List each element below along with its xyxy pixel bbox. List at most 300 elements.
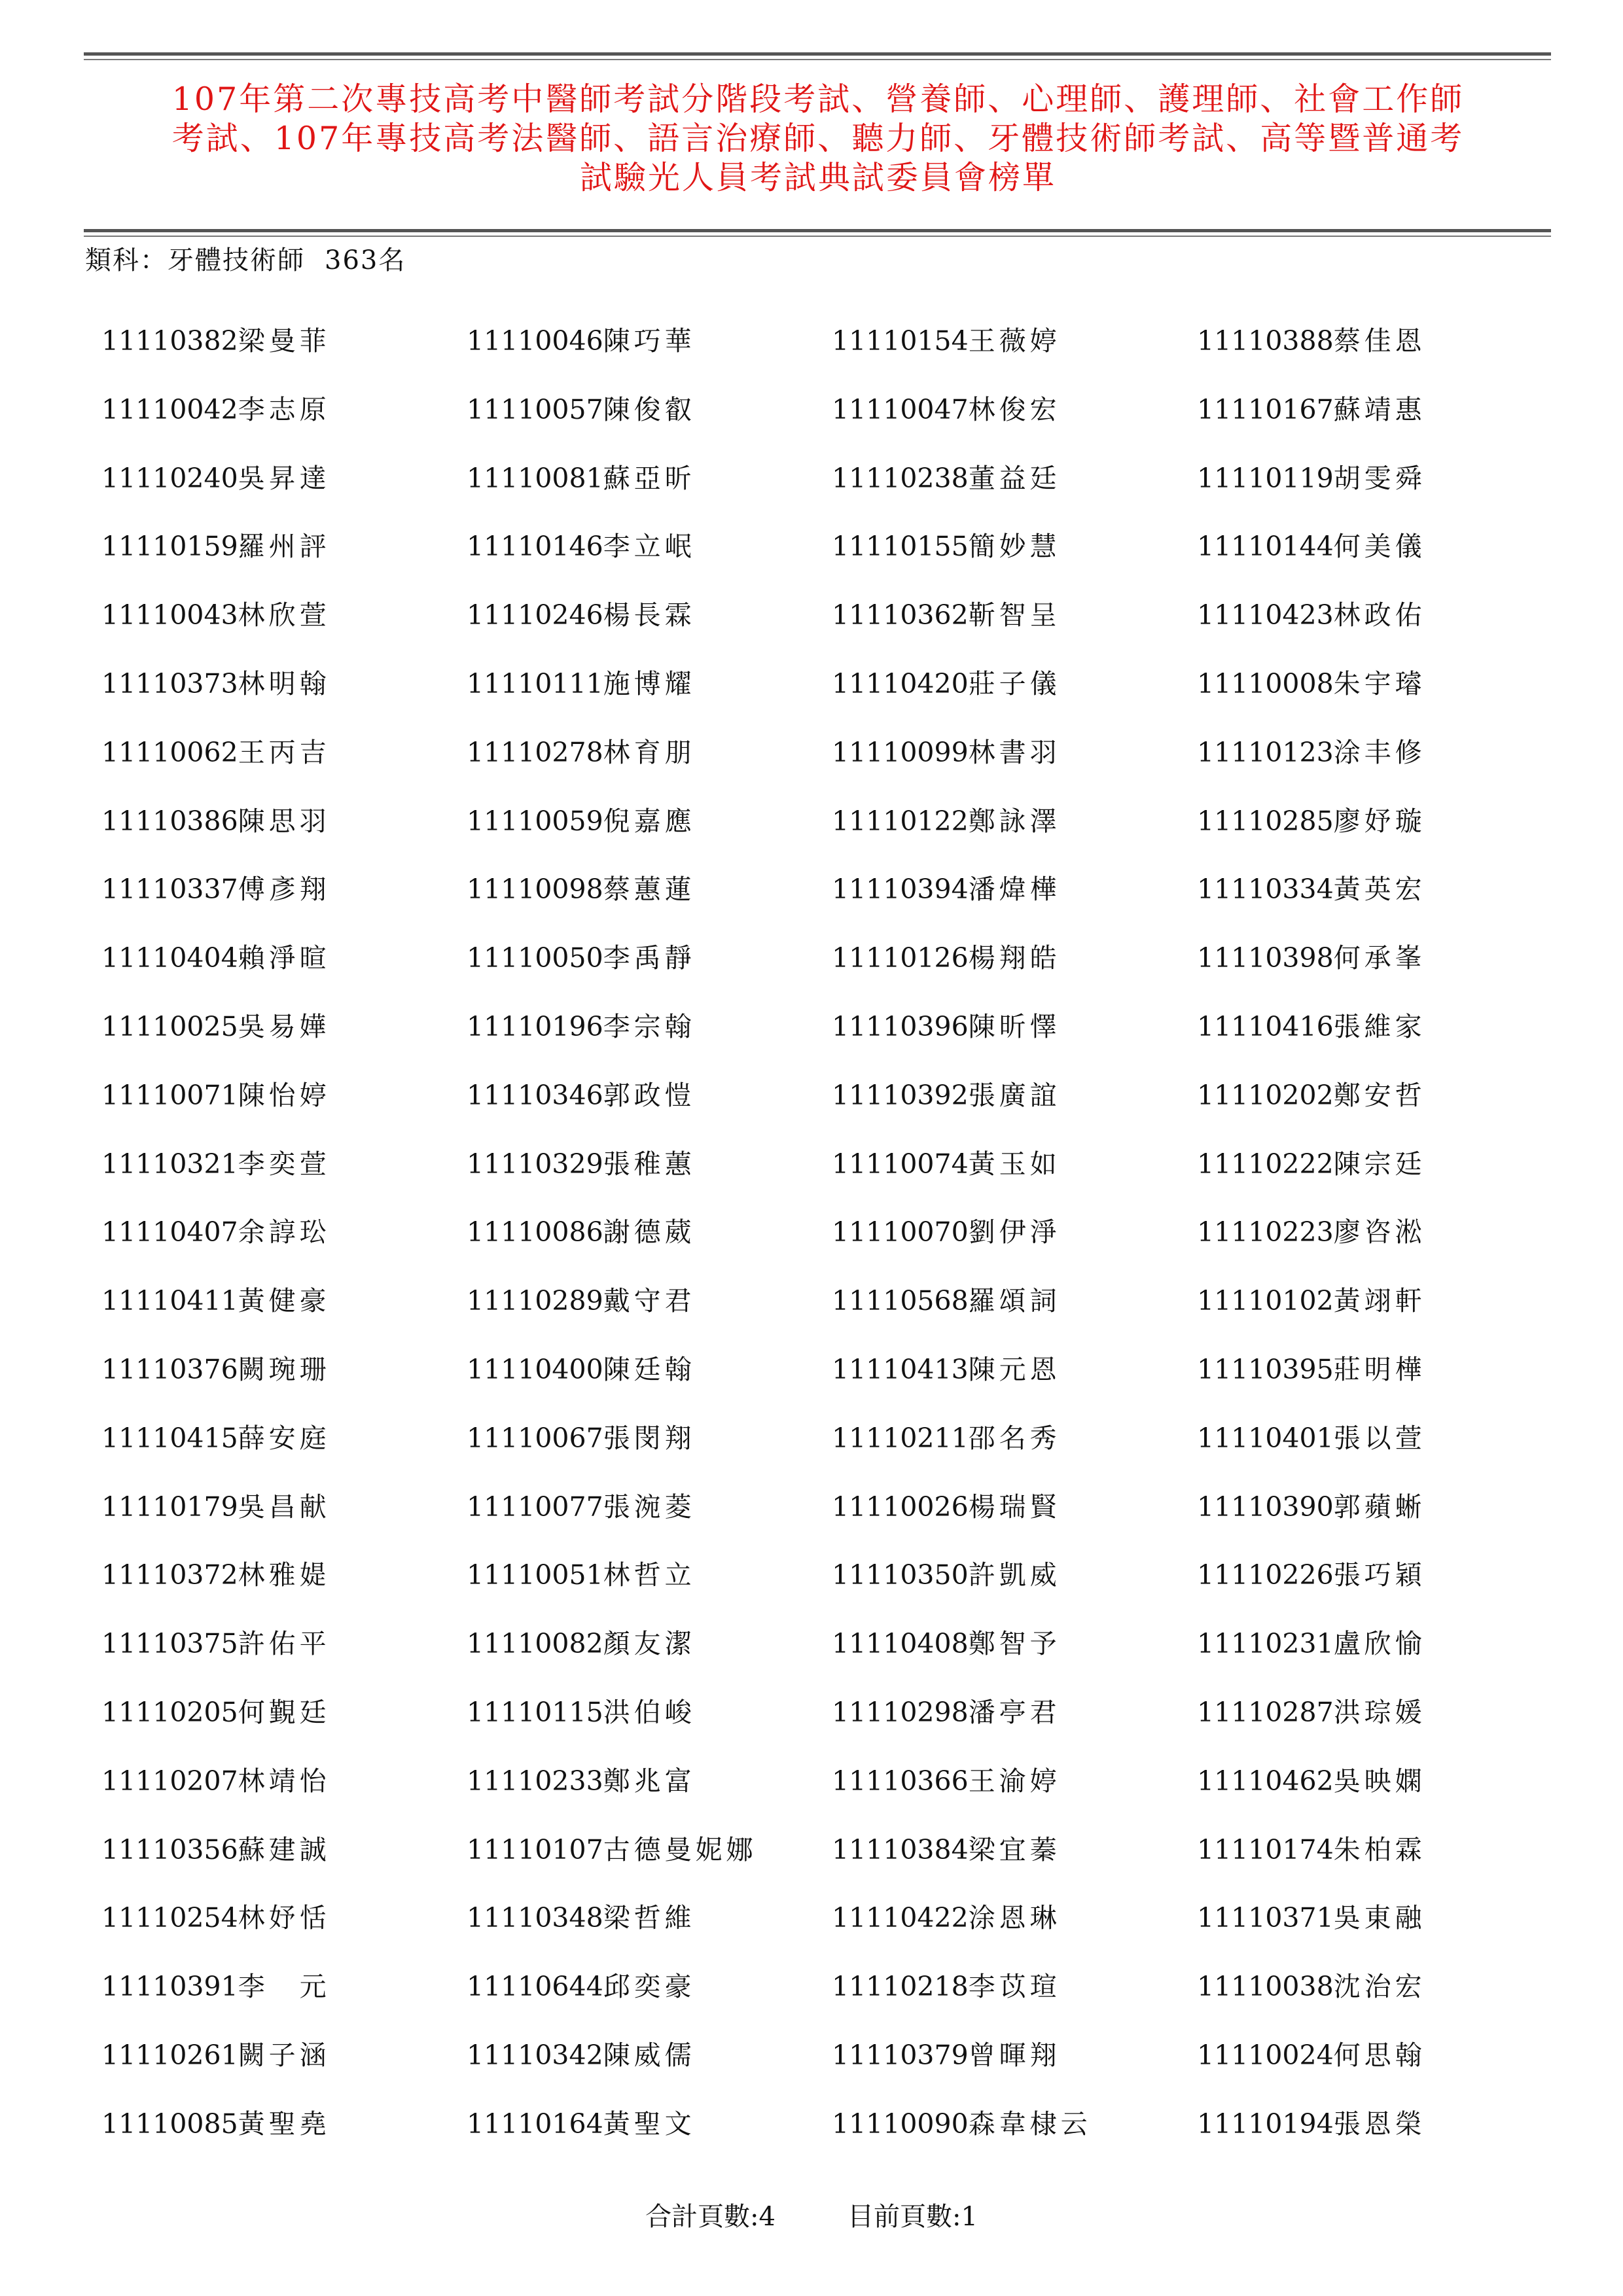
candidate-entry — [467, 1282, 832, 1351]
candidate-name: 李苡瑄 — [968, 1971, 1061, 2003]
candidate-id: 11110081 — [467, 462, 603, 494]
candidate-name: 黃翊軒 — [1333, 1285, 1426, 1317]
candidate-id: 11110086 — [467, 1216, 603, 1248]
candidate-entry — [101, 1968, 467, 2037]
candidate-entry — [467, 1831, 832, 1900]
candidate-id: 11110400 — [467, 1353, 603, 1385]
candidate-id: 11110144 — [1197, 531, 1334, 563]
candidate-name: 林哲立 — [603, 1559, 696, 1591]
candidate-entry — [832, 1831, 1197, 1900]
candidate-entry — [467, 323, 832, 391]
candidate-entry — [1197, 1146, 1562, 1214]
candidate-id: 11110123 — [1197, 736, 1334, 768]
candidate-entry — [467, 1077, 832, 1146]
candidate-id: 11110289 — [467, 1285, 603, 1317]
candidate-name: 李志原 — [238, 393, 330, 425]
candidate-name: 闕子涵 — [238, 2039, 330, 2071]
candidate-name: 鄭詠澤 — [968, 805, 1061, 837]
candidate-entry — [832, 871, 1197, 940]
candidate-entry — [467, 871, 832, 940]
candidate-name: 張涴菱 — [603, 1491, 696, 1523]
candidate-name: 何美儀 — [1333, 531, 1426, 563]
candidate-name: 林俊宏 — [968, 393, 1061, 425]
candidate-id: 11110382 — [101, 325, 238, 357]
candidate-name: 陳威儒 — [603, 2039, 696, 2071]
candidate-name: 陳元恩 — [968, 1353, 1061, 1385]
candidate-entry — [101, 391, 467, 460]
total-pages: 合計頁數:4 — [645, 2202, 776, 2232]
candidate-id: 11110024 — [1197, 2039, 1334, 2071]
candidate-id: 11110404 — [101, 942, 238, 974]
candidate-entry — [1197, 1282, 1562, 1351]
candidate-name: 謝德葳 — [603, 1216, 696, 1248]
candidate-id: 11110211 — [832, 1422, 969, 1454]
candidate-name: 梁宜蓁 — [968, 1833, 1061, 1865]
candidate-entry — [832, 1625, 1197, 1694]
candidate-entry — [1197, 391, 1562, 460]
candidate-name: 吳昇達 — [238, 462, 330, 494]
candidate-name: 朱宇璿 — [1333, 667, 1426, 699]
candidate-name: 施博耀 — [603, 667, 696, 699]
candidate-entry — [1197, 2037, 1562, 2106]
candidate-name: 森韋棣云 — [968, 2108, 1092, 2140]
candidate-id: 11110026 — [832, 1491, 969, 1523]
candidate-id: 11110644 — [467, 1971, 603, 2003]
candidate-name: 吳映嫻 — [1333, 1765, 1426, 1797]
candidate-id: 11110568 — [832, 1285, 969, 1317]
candidate-id: 11110099 — [832, 736, 969, 768]
candidate-entry — [1197, 1763, 1562, 1831]
candidate-name: 張以萱 — [1333, 1422, 1426, 1454]
header-divider-thick-line — [84, 229, 1551, 232]
candidate-entry — [101, 734, 467, 803]
candidate-id: 11110321 — [101, 1148, 238, 1180]
candidate-entry — [1197, 665, 1562, 734]
candidate-entry — [1197, 1625, 1562, 1694]
candidate-entry — [467, 940, 832, 1008]
candidate-name: 羅頌詞 — [968, 1285, 1061, 1317]
candidate-id: 11110025 — [101, 1010, 238, 1042]
candidate-id: 11110384 — [832, 1833, 969, 1865]
candidate-id: 11110416 — [1197, 1010, 1334, 1042]
candidate-name: 廖咨淞 — [1333, 1216, 1426, 1248]
candidate-id: 11110386 — [101, 805, 238, 837]
candidate-name: 張廣誼 — [968, 1079, 1061, 1111]
candidate-id: 11110423 — [1197, 599, 1334, 631]
candidate-entry — [1197, 2106, 1562, 2174]
candidate-id: 11110038 — [1197, 1971, 1334, 2003]
category-count: 363名 — [325, 245, 406, 275]
candidate-id: 11110390 — [1197, 1491, 1334, 1523]
candidate-id: 11110329 — [467, 1148, 603, 1180]
candidate-id: 11110350 — [832, 1559, 969, 1591]
candidate-name: 李禹靜 — [603, 942, 696, 974]
candidate-entry — [832, 1214, 1197, 1282]
candidate-entry — [832, 1899, 1197, 1968]
candidate-name: 闕琬珊 — [238, 1353, 330, 1385]
candidate-name: 梁哲維 — [603, 1902, 696, 1934]
candidate-name: 陳昕懌 — [968, 1010, 1061, 1042]
candidate-name: 黃玉如 — [968, 1148, 1061, 1180]
candidate-entry — [832, 1557, 1197, 1625]
candidate-name: 鄭兆富 — [603, 1765, 696, 1797]
candidate-name: 吳東融 — [1333, 1902, 1426, 1934]
candidate-entry — [832, 2106, 1197, 2174]
category-line — [85, 242, 406, 279]
candidate-name: 許佑平 — [238, 1628, 330, 1660]
page-title-line: 考試、107年專技高考法醫師、語言治療師、聽力師、牙體技術師考試、高等暨普通考 — [171, 120, 1465, 157]
candidate-name: 傅彥翔 — [238, 874, 330, 906]
candidate-name: 梁曼菲 — [238, 325, 330, 357]
candidate-entry — [467, 2037, 832, 2106]
candidate-id: 11110159 — [101, 531, 238, 563]
candidate-id: 11110008 — [1197, 667, 1334, 699]
candidate-name: 林妤恬 — [238, 1902, 330, 1934]
candidate-id: 11110422 — [832, 1902, 969, 1934]
candidate-entry — [1197, 1557, 1562, 1625]
candidate-entry — [832, 1420, 1197, 1489]
current-page: 目前頁數:1 — [847, 2202, 978, 2232]
candidate-entry — [1197, 803, 1562, 872]
candidate-id: 11110246 — [467, 599, 603, 631]
candidate-id: 11110231 — [1197, 1628, 1334, 1660]
candidate-name: 林政佑 — [1333, 599, 1426, 631]
candidate-name: 楊瑞賢 — [968, 1491, 1061, 1523]
candidate-entry — [101, 1214, 467, 1282]
candidate-id: 11110194 — [1197, 2108, 1334, 2140]
candidate-entry — [467, 1214, 832, 1282]
candidate-id: 11110398 — [1197, 942, 1334, 974]
candidate-entry — [1197, 528, 1562, 597]
candidate-id: 11110348 — [467, 1902, 603, 1934]
candidate-entry — [832, 460, 1197, 529]
candidate-id: 11110226 — [1197, 1559, 1334, 1591]
page-title-line: 107年第二次專技高考中醫師考試分階段考試、營養師、心理師、護理師、社會工作師 — [171, 80, 1465, 118]
candidate-name: 董益廷 — [968, 462, 1061, 494]
candidate-entry — [467, 1899, 832, 1968]
candidate-id: 11110233 — [467, 1765, 603, 1797]
candidate-id: 11110155 — [832, 531, 969, 563]
candidate-entry — [832, 803, 1197, 872]
candidate-name: 王薇婷 — [968, 325, 1061, 357]
candidate-name: 陳巧華 — [603, 325, 696, 357]
candidate-id: 11110111 — [467, 667, 603, 699]
candidate-id: 11110164 — [467, 2108, 603, 2140]
candidate-entry — [1197, 323, 1562, 391]
candidate-id: 11110379 — [832, 2039, 969, 2071]
candidate-name: 薛安庭 — [238, 1422, 330, 1454]
candidate-name: 黃健豪 — [238, 1285, 330, 1317]
candidate-id: 11110337 — [101, 874, 238, 906]
candidate-name: 曾暉翔 — [968, 2039, 1061, 2071]
candidate-id: 11110059 — [467, 805, 603, 837]
candidate-name: 張恩榮 — [1333, 2108, 1426, 2140]
candidate-id: 11110051 — [467, 1559, 603, 1591]
candidate-id: 11110391 — [101, 1971, 238, 2003]
candidate-entry — [101, 1694, 467, 1763]
candidate-id: 11110047 — [832, 393, 969, 425]
category-label: 類科：牙體技術師 — [85, 245, 305, 275]
candidate-name: 潘煒樺 — [968, 874, 1061, 906]
candidate-entry — [101, 1831, 467, 1900]
candidate-entry — [832, 1008, 1197, 1077]
candidate-entry — [832, 1489, 1197, 1557]
candidate-id: 11110395 — [1197, 1353, 1334, 1385]
candidate-name: 涂丰修 — [1333, 736, 1426, 768]
candidate-entry — [832, 597, 1197, 665]
candidate-id: 11110071 — [101, 1079, 238, 1111]
candidate-id: 11110356 — [101, 1833, 238, 1865]
candidate-id: 11110342 — [467, 2039, 603, 2071]
candidate-id: 11110238 — [832, 462, 969, 494]
candidate-entry — [467, 391, 832, 460]
candidate-name: 陳怡婷 — [238, 1079, 330, 1111]
candidate-id: 11110146 — [467, 531, 603, 563]
candidate-name: 靳智呈 — [968, 599, 1061, 631]
candidate-name: 黃英宏 — [1333, 874, 1426, 906]
candidate-name: 莊子儀 — [968, 667, 1061, 699]
candidate-id: 11110413 — [832, 1353, 969, 1385]
candidate-entry — [832, 1351, 1197, 1420]
candidate-name: 陳廷翰 — [603, 1353, 696, 1385]
candidate-entry — [101, 803, 467, 872]
candidate-entry — [467, 2106, 832, 2174]
candidate-name: 張維家 — [1333, 1010, 1426, 1042]
candidate-entry — [101, 1625, 467, 1694]
candidate-entry — [832, 391, 1197, 460]
candidate-name: 古德曼妮娜 — [603, 1833, 757, 1865]
candidate-entry — [101, 1146, 467, 1214]
candidate-name: 沈治宏 — [1333, 1971, 1426, 2003]
candidate-name: 林靖怡 — [238, 1765, 330, 1797]
candidate-id: 11110090 — [832, 2108, 969, 2140]
candidate-name: 李立岷 — [603, 531, 696, 563]
candidate-name: 涂恩琳 — [968, 1902, 1061, 1934]
candidate-id: 11110298 — [832, 1696, 969, 1728]
candidate-name: 林育朋 — [603, 736, 696, 768]
candidate-id: 11110218 — [832, 1971, 969, 2003]
candidate-id: 11110070 — [832, 1216, 969, 1248]
page-footer — [0, 2199, 1623, 2235]
candidate-entry — [101, 871, 467, 940]
candidate-id: 11110196 — [467, 1010, 603, 1042]
candidate-name: 朱柏霖 — [1333, 1833, 1426, 1865]
candidate-id: 11110082 — [467, 1628, 603, 1660]
page-title-line: 試驗光人員考試典試委員會榜單 — [579, 159, 1056, 196]
candidate-entry — [1197, 1899, 1562, 1968]
top-divider-thick-line — [84, 52, 1551, 56]
candidate-entry — [832, 1763, 1197, 1831]
candidate-id: 11110376 — [101, 1353, 238, 1385]
candidate-entry — [467, 597, 832, 665]
candidate-entry — [467, 1763, 832, 1831]
candidate-id: 11110102 — [1197, 1285, 1334, 1317]
candidate-id: 11110067 — [467, 1422, 603, 1454]
candidate-entry — [1197, 1489, 1562, 1557]
candidate-entry — [467, 665, 832, 734]
candidate-name: 洪琮媛 — [1333, 1696, 1426, 1728]
candidate-name: 何思翰 — [1333, 2039, 1426, 2071]
candidate-name: 陳俊叡 — [603, 393, 696, 425]
candidate-name: 賴淨暄 — [238, 942, 330, 974]
candidate-name: 顏友潔 — [603, 1628, 696, 1660]
candidate-id: 11110388 — [1197, 325, 1334, 357]
candidate-id: 11110407 — [101, 1216, 238, 1248]
candidate-id: 11110122 — [832, 805, 969, 837]
candidate-entry — [832, 1282, 1197, 1351]
candidate-id: 11110346 — [467, 1079, 603, 1111]
candidate-name: 羅州評 — [238, 531, 330, 563]
candidate-entry — [467, 460, 832, 529]
candidate-entry — [101, 323, 467, 391]
candidate-id: 11110411 — [101, 1285, 238, 1317]
candidate-name: 蔡蕙蓮 — [603, 874, 696, 906]
candidate-entry — [467, 734, 832, 803]
candidate-id: 11110074 — [832, 1148, 969, 1180]
candidate-entry — [467, 1351, 832, 1420]
candidate-id: 11110408 — [832, 1628, 969, 1660]
candidate-entry — [832, 323, 1197, 391]
candidate-id: 11110207 — [101, 1765, 238, 1797]
candidate-name: 郭蘋蜥 — [1333, 1491, 1426, 1523]
header-divider-thin-line — [84, 236, 1551, 237]
candidate-id: 11110240 — [101, 462, 238, 494]
candidate-name: 吳易嬅 — [238, 1010, 330, 1042]
candidate-name: 吳昌献 — [238, 1491, 330, 1523]
candidate-entry — [467, 1557, 832, 1625]
candidate-id: 11110285 — [1197, 805, 1334, 837]
candidate-name: 陳宗廷 — [1333, 1148, 1426, 1180]
candidate-entry — [101, 1282, 467, 1351]
candidate-name: 李奕萱 — [238, 1148, 330, 1180]
candidate-entry — [467, 1146, 832, 1214]
candidate-entry — [467, 1489, 832, 1557]
header-divider — [84, 229, 1551, 237]
candidate-id: 11110167 — [1197, 393, 1334, 425]
candidate-name: 倪嘉應 — [603, 805, 696, 837]
candidate-entry — [467, 1420, 832, 1489]
candidate-id: 11110373 — [101, 667, 238, 699]
candidate-entry — [1197, 1214, 1562, 1282]
candidate-id: 11110154 — [832, 325, 969, 357]
candidate-id: 11110392 — [832, 1079, 969, 1111]
candidate-id: 11110085 — [101, 2108, 238, 2140]
candidate-entry — [1197, 597, 1562, 665]
candidate-id: 11110115 — [467, 1696, 603, 1728]
candidate-entry — [1197, 1008, 1562, 1077]
candidate-name: 蘇建誠 — [238, 1833, 330, 1865]
candidate-name: 戴守君 — [603, 1285, 696, 1317]
candidate-id: 11110371 — [1197, 1902, 1334, 1934]
candidate-name: 莊明樺 — [1333, 1353, 1426, 1385]
candidate-name: 楊長霖 — [603, 599, 696, 631]
candidate-name: 林欣萱 — [238, 599, 330, 631]
candidate-name: 簡妙慧 — [968, 531, 1061, 563]
candidate-name: 林書羽 — [968, 736, 1061, 768]
candidate-id: 11110107 — [467, 1833, 603, 1865]
candidate-id: 11110362 — [832, 599, 969, 631]
candidate-name: 郭政愷 — [603, 1079, 696, 1111]
candidate-name: 黃聖文 — [603, 2108, 696, 2140]
candidate-name: 張稚蕙 — [603, 1148, 696, 1180]
candidate-entry — [101, 1420, 467, 1489]
candidate-id: 11110202 — [1197, 1079, 1334, 1111]
candidate-name: 洪伯峻 — [603, 1696, 696, 1728]
candidate-name: 蘇亞昕 — [603, 462, 696, 494]
candidate-name: 邵名秀 — [968, 1422, 1061, 1454]
candidate-name: 林雅媞 — [238, 1559, 330, 1591]
candidate-entry — [467, 1694, 832, 1763]
candidate-id: 11110042 — [101, 393, 238, 425]
candidate-entry — [1197, 1420, 1562, 1489]
candidate-entry — [832, 2037, 1197, 2106]
candidate-entry — [832, 940, 1197, 1008]
candidate-id: 11110261 — [101, 2039, 238, 2071]
candidate-id: 11110420 — [832, 667, 969, 699]
candidate-name: 鄭安哲 — [1333, 1079, 1426, 1111]
candidate-id: 11110050 — [467, 942, 603, 974]
candidate-id: 11110098 — [467, 874, 603, 906]
candidate-name: 蘇靖惠 — [1333, 393, 1426, 425]
top-divider — [84, 52, 1551, 60]
candidate-id: 11110205 — [101, 1696, 238, 1728]
candidate-entry — [832, 665, 1197, 734]
candidate-id: 11110057 — [467, 393, 603, 425]
candidate-name: 陳思羽 — [238, 805, 330, 837]
candidate-name: 林明翰 — [238, 667, 330, 699]
candidate-entry — [101, 2106, 467, 2174]
candidate-name: 盧欣愉 — [1333, 1628, 1426, 1660]
candidate-entry — [101, 528, 467, 597]
candidate-id: 11110046 — [467, 325, 603, 357]
candidate-entry — [832, 528, 1197, 597]
candidate-entry — [101, 1489, 467, 1557]
candidate-entry — [101, 597, 467, 665]
candidate-name: 許凱威 — [968, 1559, 1061, 1591]
candidate-entry — [1197, 940, 1562, 1008]
candidate-name: 張閔翔 — [603, 1422, 696, 1454]
candidate-entry — [467, 528, 832, 597]
candidate-id: 11110366 — [832, 1765, 969, 1797]
candidate-name: 張巧穎 — [1333, 1559, 1426, 1591]
candidate-entry — [832, 734, 1197, 803]
candidate-entry — [832, 1077, 1197, 1146]
candidate-list — [101, 323, 1567, 2174]
candidate-id: 11110222 — [1197, 1148, 1334, 1180]
candidate-id: 11110119 — [1197, 462, 1334, 494]
candidate-name: 李宗翰 — [603, 1010, 696, 1042]
candidate-id: 11110223 — [1197, 1216, 1334, 1248]
candidate-id: 11110278 — [467, 736, 603, 768]
top-divider-thin-line — [84, 59, 1551, 60]
candidate-entry — [101, 2037, 467, 2106]
candidate-id: 11110334 — [1197, 874, 1334, 906]
candidate-entry — [1197, 1351, 1562, 1420]
candidate-entry — [1197, 460, 1562, 529]
candidate-id: 11110287 — [1197, 1696, 1334, 1728]
candidate-entry — [101, 1351, 467, 1420]
candidate-id: 11110462 — [1197, 1765, 1334, 1797]
candidate-name: 楊翔皓 — [968, 942, 1061, 974]
candidate-name: 邱奕豪 — [603, 1971, 696, 2003]
candidate-id: 11110375 — [101, 1628, 238, 1660]
candidate-id: 11110179 — [101, 1491, 238, 1523]
candidate-entry — [1197, 1831, 1562, 1900]
candidate-entry — [1197, 1077, 1562, 1146]
candidate-name: 胡雯舜 — [1333, 462, 1426, 494]
candidate-id: 11110396 — [832, 1010, 969, 1042]
candidate-id: 11110372 — [101, 1559, 238, 1591]
